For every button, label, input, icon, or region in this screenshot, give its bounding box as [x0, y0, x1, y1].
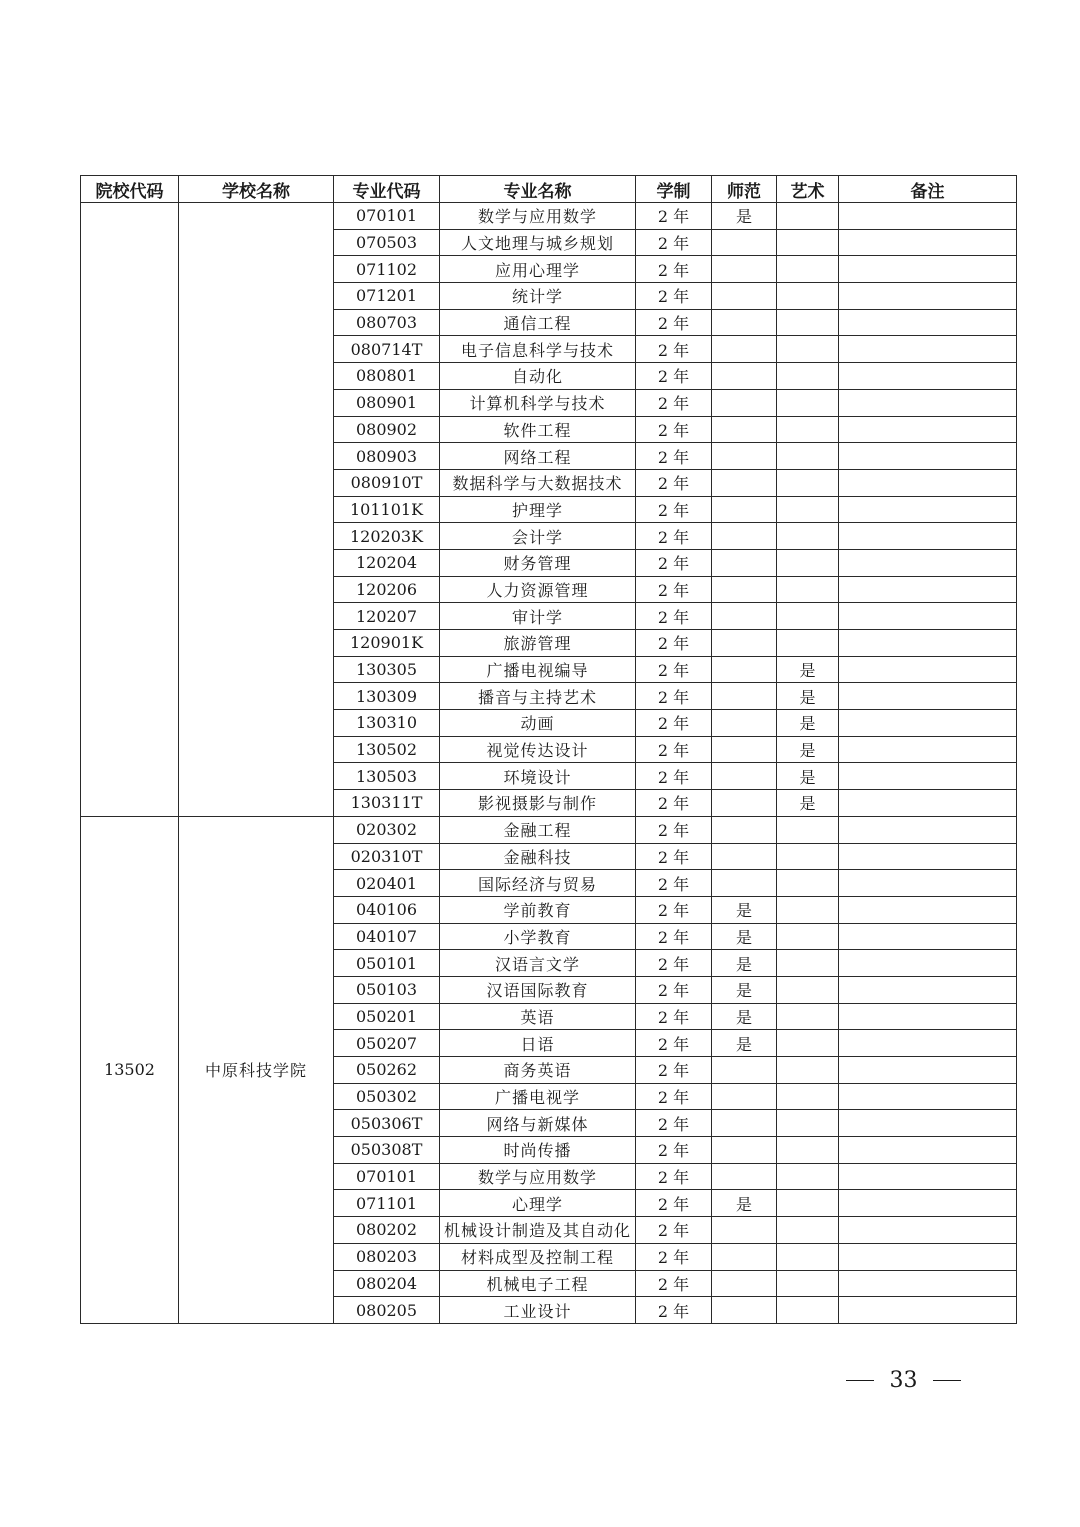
art-flag-cell — [777, 1110, 839, 1137]
duration-cell: 2 年 — [636, 896, 712, 923]
major-code-cell: 040107 — [334, 923, 440, 950]
note-cell — [839, 843, 1017, 870]
major-name-cell: 通信工程 — [440, 309, 636, 336]
major-name-cell: 日语 — [440, 1030, 636, 1057]
major-name-cell: 人文地理与城乡规划 — [440, 229, 636, 256]
normal-flag-cell — [712, 736, 777, 763]
majors-table — [80, 175, 1017, 1324]
duration-cell: 2 年 — [636, 736, 712, 763]
duration-cell: 2 年 — [636, 870, 712, 897]
art-flag-cell — [777, 1163, 839, 1190]
normal-flag-cell — [712, 1163, 777, 1190]
major-code-cell: 080903 — [334, 443, 440, 470]
major-name-cell: 材料成型及控制工程 — [440, 1243, 636, 1270]
table-body — [81, 203, 1017, 1324]
major-code-cell: 020401 — [334, 870, 440, 897]
note-cell — [839, 1030, 1017, 1057]
major-name-cell: 小学教育 — [440, 923, 636, 950]
art-flag-cell — [777, 603, 839, 630]
normal-flag-cell: 是 — [712, 1003, 777, 1030]
major-code-cell: 130305 — [334, 656, 440, 683]
art-flag-cell — [777, 416, 839, 443]
note-cell — [839, 1217, 1017, 1244]
note-cell — [839, 336, 1017, 363]
major-code-cell: 050302 — [334, 1083, 440, 1110]
note-cell — [839, 683, 1017, 710]
art-flag-cell — [777, 1297, 839, 1324]
note-cell — [839, 443, 1017, 470]
normal-flag-cell: 是 — [712, 950, 777, 977]
art-flag-cell — [777, 389, 839, 416]
header-art: 艺术 — [777, 176, 839, 203]
normal-flag-cell: 是 — [712, 923, 777, 950]
duration-cell: 2 年 — [636, 283, 712, 310]
duration-cell: 2 年 — [636, 229, 712, 256]
art-flag-cell — [777, 923, 839, 950]
normal-flag-cell — [712, 843, 777, 870]
major-code-cell: 120206 — [334, 576, 440, 603]
normal-flag-cell: 是 — [712, 203, 777, 230]
normal-flag-cell — [712, 576, 777, 603]
major-code-cell: 050262 — [334, 1057, 440, 1084]
normal-flag-cell — [712, 1137, 777, 1164]
note-cell — [839, 1297, 1017, 1324]
major-code-cell: 070101 — [334, 203, 440, 230]
header-note: 备注 — [839, 176, 1017, 203]
normal-flag-cell — [712, 309, 777, 336]
major-code-cell: 070503 — [334, 229, 440, 256]
major-name-cell: 环境设计 — [440, 763, 636, 790]
note-cell — [839, 523, 1017, 550]
normal-flag-cell — [712, 283, 777, 310]
normal-flag-cell: 是 — [712, 976, 777, 1003]
note-cell — [839, 363, 1017, 390]
major-code-cell: 050207 — [334, 1030, 440, 1057]
major-code-cell: 080910T — [334, 469, 440, 496]
major-name-cell: 英语 — [440, 1003, 636, 1030]
duration-cell: 2 年 — [636, 630, 712, 657]
major-code-cell: 130309 — [334, 683, 440, 710]
duration-cell: 2 年 — [636, 1190, 712, 1217]
major-code-cell: 080714T — [334, 336, 440, 363]
major-name-cell: 机械设计制造及其自动化 — [440, 1217, 636, 1244]
art-flag-cell — [777, 1003, 839, 1030]
normal-flag-cell — [712, 1083, 777, 1110]
footer-right-dash — [933, 1380, 961, 1382]
major-name-cell: 金融科技 — [440, 843, 636, 870]
major-name-cell: 人力资源管理 — [440, 576, 636, 603]
major-name-cell: 旅游管理 — [440, 630, 636, 657]
duration-cell: 2 年 — [636, 549, 712, 576]
major-code-cell: 130311T — [334, 790, 440, 817]
note-cell — [839, 603, 1017, 630]
duration-cell: 2 年 — [636, 710, 712, 737]
normal-flag-cell — [712, 790, 777, 817]
duration-cell: 2 年 — [636, 923, 712, 950]
duration-cell: 2 年 — [636, 1270, 712, 1297]
major-code-cell: 071102 — [334, 256, 440, 283]
art-flag-cell: 是 — [777, 683, 839, 710]
art-flag-cell — [777, 1057, 839, 1084]
art-flag-cell — [777, 896, 839, 923]
art-flag-cell — [777, 843, 839, 870]
major-name-cell: 软件工程 — [440, 416, 636, 443]
normal-flag-cell — [712, 1217, 777, 1244]
header-row — [81, 176, 1017, 203]
duration-cell: 2 年 — [636, 656, 712, 683]
major-code-cell: 080205 — [334, 1297, 440, 1324]
duration-cell: 2 年 — [636, 336, 712, 363]
note-cell — [839, 309, 1017, 336]
art-flag-cell — [777, 1083, 839, 1110]
duration-cell: 2 年 — [636, 203, 712, 230]
major-code-cell: 130503 — [334, 763, 440, 790]
normal-flag-cell — [712, 1110, 777, 1137]
school-name-cell: 中原科技学院 — [179, 816, 334, 1323]
normal-flag-cell — [712, 443, 777, 470]
duration-cell: 2 年 — [636, 1083, 712, 1110]
art-flag-cell — [777, 1270, 839, 1297]
major-code-cell: 120204 — [334, 549, 440, 576]
art-flag-cell — [777, 309, 839, 336]
major-code-cell: 080204 — [334, 1270, 440, 1297]
major-name-cell: 网络与新媒体 — [440, 1110, 636, 1137]
major-code-cell: 071101 — [334, 1190, 440, 1217]
major-name-cell: 汉语言文学 — [440, 950, 636, 977]
normal-flag-cell — [712, 656, 777, 683]
major-name-cell: 统计学 — [440, 283, 636, 310]
art-flag-cell: 是 — [777, 710, 839, 737]
major-code-cell: 080902 — [334, 416, 440, 443]
major-code-cell: 120207 — [334, 603, 440, 630]
note-cell — [839, 870, 1017, 897]
art-flag-cell — [777, 1190, 839, 1217]
duration-cell: 2 年 — [636, 816, 712, 843]
major-code-cell: 080901 — [334, 389, 440, 416]
major-code-cell: 080203 — [334, 1243, 440, 1270]
normal-flag-cell — [712, 229, 777, 256]
note-cell — [839, 1137, 1017, 1164]
normal-flag-cell — [712, 1057, 777, 1084]
major-name-cell: 广播电视编导 — [440, 656, 636, 683]
major-name-cell: 金融工程 — [440, 816, 636, 843]
art-flag-cell: 是 — [777, 736, 839, 763]
art-flag-cell: 是 — [777, 656, 839, 683]
note-cell — [839, 576, 1017, 603]
header-school-name: 学校名称 — [179, 176, 334, 203]
table-row — [81, 203, 1017, 230]
note-cell — [839, 496, 1017, 523]
major-name-cell: 广播电视学 — [440, 1083, 636, 1110]
major-name-cell: 学前教育 — [440, 896, 636, 923]
note-cell — [839, 950, 1017, 977]
note-cell — [839, 816, 1017, 843]
art-flag-cell: 是 — [777, 763, 839, 790]
art-flag-cell — [777, 576, 839, 603]
major-code-cell: 130310 — [334, 710, 440, 737]
duration-cell: 2 年 — [636, 389, 712, 416]
duration-cell: 2 年 — [636, 603, 712, 630]
note-cell — [839, 1057, 1017, 1084]
note-cell — [839, 656, 1017, 683]
major-code-cell: 120901K — [334, 630, 440, 657]
art-flag-cell — [777, 1217, 839, 1244]
normal-flag-cell — [712, 496, 777, 523]
note-cell — [839, 710, 1017, 737]
duration-cell: 2 年 — [636, 469, 712, 496]
normal-flag-cell — [712, 1297, 777, 1324]
normal-flag-cell — [712, 469, 777, 496]
page-number: 33 — [889, 1368, 918, 1393]
major-name-cell: 数学与应用数学 — [440, 203, 636, 230]
major-name-cell: 应用心理学 — [440, 256, 636, 283]
major-name-cell: 电子信息科学与技术 — [440, 336, 636, 363]
major-code-cell: 020310T — [334, 843, 440, 870]
normal-flag-cell — [712, 763, 777, 790]
major-code-cell: 080703 — [334, 309, 440, 336]
note-cell — [839, 896, 1017, 923]
duration-cell: 2 年 — [636, 1163, 712, 1190]
major-name-cell: 数学与应用数学 — [440, 1163, 636, 1190]
major-name-cell: 会计学 — [440, 523, 636, 550]
note-cell — [839, 976, 1017, 1003]
normal-flag-cell — [712, 870, 777, 897]
art-flag-cell — [777, 469, 839, 496]
major-name-cell: 时尚传播 — [440, 1137, 636, 1164]
art-flag-cell — [777, 870, 839, 897]
school-name-cell — [179, 203, 334, 817]
major-code-cell: 120203K — [334, 523, 440, 550]
art-flag-cell — [777, 256, 839, 283]
major-name-cell: 播音与主持艺术 — [440, 683, 636, 710]
normal-flag-cell — [712, 1243, 777, 1270]
major-name-cell: 机械电子工程 — [440, 1270, 636, 1297]
art-flag-cell — [777, 443, 839, 470]
note-cell — [839, 283, 1017, 310]
art-flag-cell — [777, 1137, 839, 1164]
art-flag-cell — [777, 363, 839, 390]
note-cell — [839, 549, 1017, 576]
major-code-cell: 050101 — [334, 950, 440, 977]
normal-flag-cell: 是 — [712, 896, 777, 923]
art-flag-cell — [777, 816, 839, 843]
note-cell — [839, 203, 1017, 230]
major-name-cell: 计算机科学与技术 — [440, 389, 636, 416]
art-flag-cell — [777, 203, 839, 230]
normal-flag-cell — [712, 710, 777, 737]
major-name-cell: 心理学 — [440, 1190, 636, 1217]
duration-cell: 2 年 — [636, 1110, 712, 1137]
normal-flag-cell — [712, 630, 777, 657]
art-flag-cell — [777, 1243, 839, 1270]
art-flag-cell — [777, 549, 839, 576]
note-cell — [839, 1270, 1017, 1297]
note-cell — [839, 1163, 1017, 1190]
major-name-cell: 财务管理 — [440, 549, 636, 576]
normal-flag-cell — [712, 523, 777, 550]
school-code-cell: 13502 — [81, 816, 179, 1323]
note-cell — [839, 1190, 1017, 1217]
note-cell — [839, 1003, 1017, 1030]
note-cell — [839, 923, 1017, 950]
normal-flag-cell — [712, 549, 777, 576]
school-code-cell — [81, 203, 179, 817]
art-flag-cell: 是 — [777, 790, 839, 817]
duration-cell: 2 年 — [636, 1003, 712, 1030]
duration-cell: 2 年 — [636, 950, 712, 977]
footer-left-dash — [846, 1380, 874, 1382]
note-cell — [839, 469, 1017, 496]
duration-cell: 2 年 — [636, 256, 712, 283]
art-flag-cell — [777, 229, 839, 256]
duration-cell: 2 年 — [636, 976, 712, 1003]
major-code-cell: 050201 — [334, 1003, 440, 1030]
major-name-cell: 工业设计 — [440, 1297, 636, 1324]
note-cell — [839, 229, 1017, 256]
duration-cell: 2 年 — [636, 843, 712, 870]
table-row — [81, 816, 1017, 843]
duration-cell: 2 年 — [636, 309, 712, 336]
duration-cell: 2 年 — [636, 1057, 712, 1084]
major-name-cell: 护理学 — [440, 496, 636, 523]
duration-cell: 2 年 — [636, 523, 712, 550]
normal-flag-cell — [712, 683, 777, 710]
note-cell — [839, 763, 1017, 790]
art-flag-cell — [777, 950, 839, 977]
header-major-code: 专业代码 — [334, 176, 440, 203]
duration-cell: 2 年 — [636, 1030, 712, 1057]
major-name-cell: 汉语国际教育 — [440, 976, 636, 1003]
normal-flag-cell — [712, 603, 777, 630]
duration-cell: 2 年 — [636, 790, 712, 817]
duration-cell: 2 年 — [636, 1297, 712, 1324]
major-code-cell: 050306T — [334, 1110, 440, 1137]
note-cell — [839, 790, 1017, 817]
duration-cell: 2 年 — [636, 416, 712, 443]
duration-cell: 2 年 — [636, 1217, 712, 1244]
major-code-cell: 071201 — [334, 283, 440, 310]
major-code-cell: 080202 — [334, 1217, 440, 1244]
normal-flag-cell — [712, 416, 777, 443]
note-cell — [839, 416, 1017, 443]
note-cell — [839, 630, 1017, 657]
major-code-cell: 070101 — [334, 1163, 440, 1190]
major-name-cell: 自动化 — [440, 363, 636, 390]
header-school-code: 院校代码 — [81, 176, 179, 203]
header-duration: 学制 — [636, 176, 712, 203]
duration-cell: 2 年 — [636, 1243, 712, 1270]
duration-cell: 2 年 — [636, 443, 712, 470]
duration-cell: 2 年 — [636, 1137, 712, 1164]
major-code-cell: 130502 — [334, 736, 440, 763]
major-name-cell: 国际经济与贸易 — [440, 870, 636, 897]
note-cell — [839, 389, 1017, 416]
normal-flag-cell: 是 — [712, 1190, 777, 1217]
normal-flag-cell — [712, 816, 777, 843]
normal-flag-cell — [712, 363, 777, 390]
note-cell — [839, 736, 1017, 763]
major-name-cell: 数据科学与大数据技术 — [440, 469, 636, 496]
note-cell — [839, 1083, 1017, 1110]
duration-cell: 2 年 — [636, 496, 712, 523]
duration-cell: 2 年 — [636, 363, 712, 390]
major-code-cell: 101101K — [334, 496, 440, 523]
note-cell — [839, 1110, 1017, 1137]
page-footer — [846, 1368, 961, 1393]
major-code-cell: 020302 — [334, 816, 440, 843]
major-code-cell: 050308T — [334, 1137, 440, 1164]
art-flag-cell — [777, 496, 839, 523]
major-name-cell: 审计学 — [440, 603, 636, 630]
art-flag-cell — [777, 630, 839, 657]
normal-flag-cell: 是 — [712, 1030, 777, 1057]
major-code-cell: 050103 — [334, 976, 440, 1003]
major-code-cell: 040106 — [334, 896, 440, 923]
art-flag-cell — [777, 283, 839, 310]
art-flag-cell — [777, 336, 839, 363]
normal-flag-cell — [712, 389, 777, 416]
normal-flag-cell — [712, 256, 777, 283]
art-flag-cell — [777, 523, 839, 550]
duration-cell: 2 年 — [636, 763, 712, 790]
major-name-cell: 动画 — [440, 710, 636, 737]
note-cell — [839, 256, 1017, 283]
header-normal: 师范 — [712, 176, 777, 203]
major-code-cell: 080801 — [334, 363, 440, 390]
major-name-cell: 影视摄影与制作 — [440, 790, 636, 817]
major-name-cell: 网络工程 — [440, 443, 636, 470]
note-cell — [839, 1243, 1017, 1270]
major-name-cell: 视觉传达设计 — [440, 736, 636, 763]
art-flag-cell — [777, 1030, 839, 1057]
art-flag-cell — [777, 976, 839, 1003]
major-name-cell: 商务英语 — [440, 1057, 636, 1084]
normal-flag-cell — [712, 1270, 777, 1297]
duration-cell: 2 年 — [636, 576, 712, 603]
header-major-name: 专业名称 — [440, 176, 636, 203]
normal-flag-cell — [712, 336, 777, 363]
duration-cell: 2 年 — [636, 683, 712, 710]
